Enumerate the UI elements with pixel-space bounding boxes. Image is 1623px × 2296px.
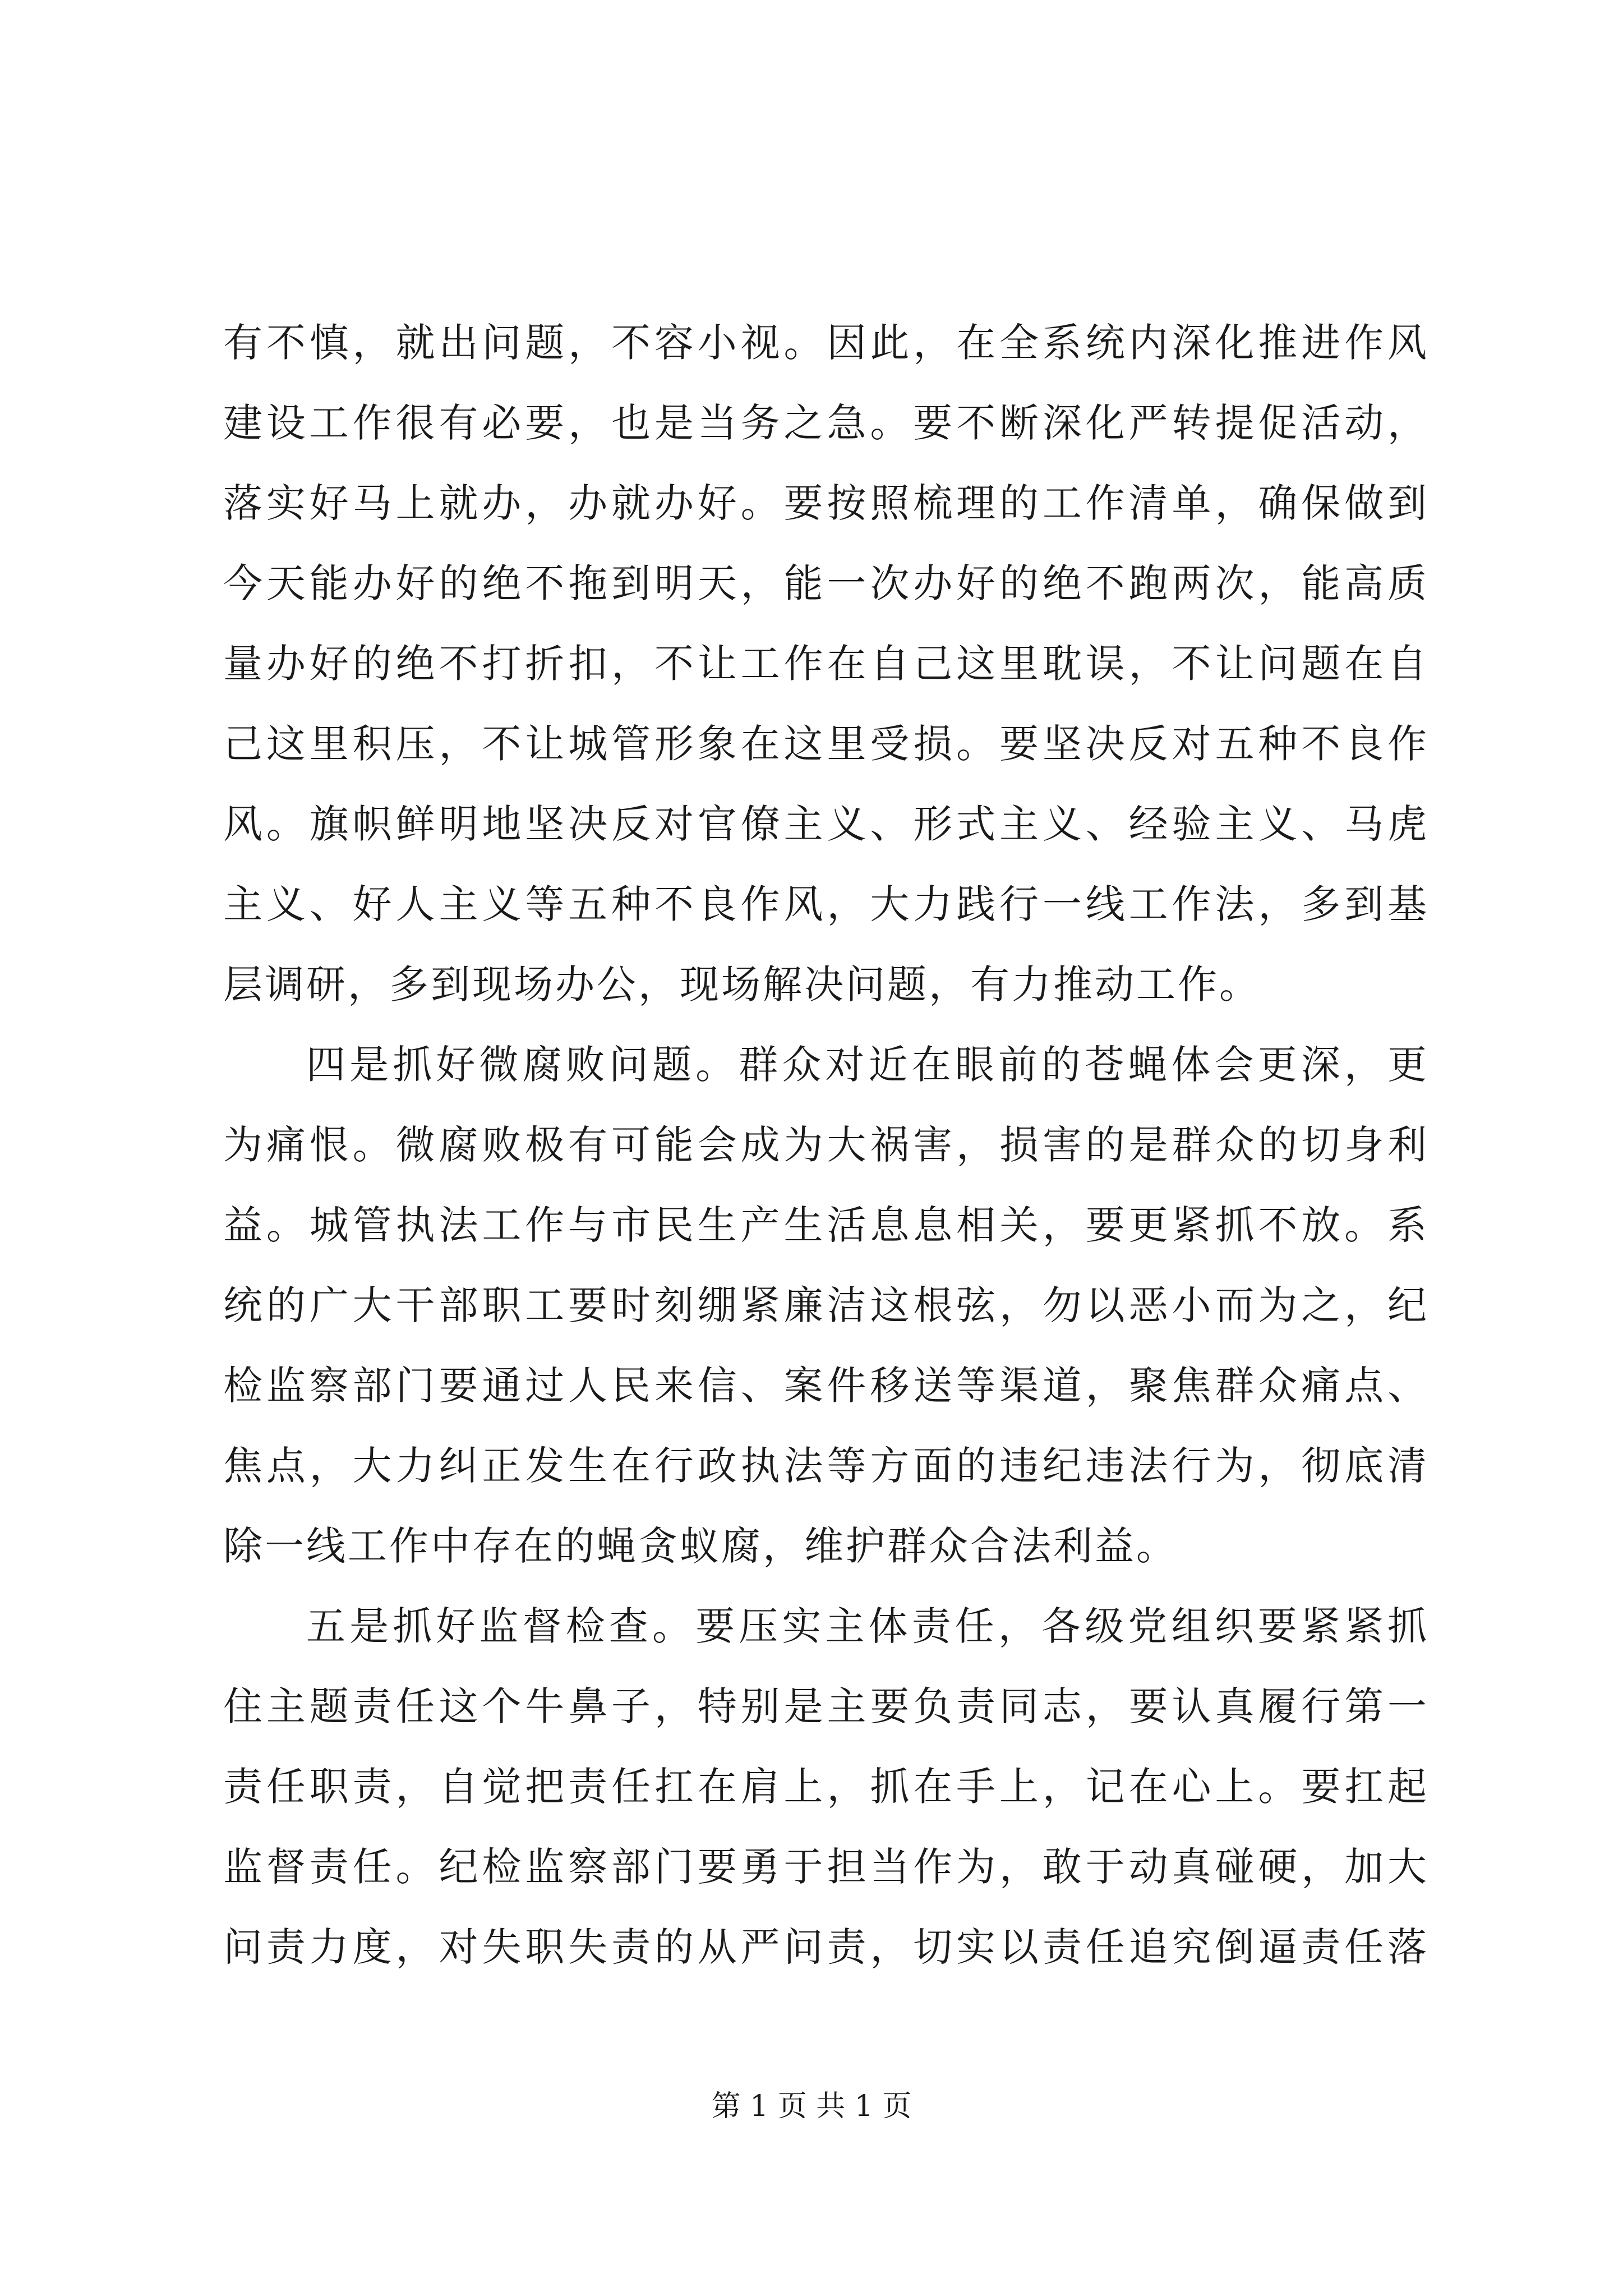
text-line: 风。旗帜鲜明地坚决反对官僚主义、形式主义、经验主义、马虎: [223, 801, 1429, 847]
text-line: 焦点，大力纠正发生在行政执法等方面的违纪违法行为，彻底清: [223, 1443, 1429, 1489]
text-line: 今天能办好的绝不拖到明天，能一次办好的绝不跑两次，能高质: [223, 560, 1429, 606]
text-line: 监督责任。纪检监察部门要勇于担当作为，敢于动真碰硬，加大: [223, 1844, 1429, 1890]
text-line: 检监察部门要通过人民来信、案件移送等渠道，聚焦群众痛点、: [223, 1363, 1429, 1409]
text-line: 责任职责，自觉把责任扛在肩上，抓在手上，记在心上。要扛起: [223, 1764, 1429, 1810]
text-line: 层调研，多到现场办公，现场解决问题，有力推动工作。: [223, 961, 1261, 1007]
text-line: 为痛恨。微腐败极有可能会成为大祸害，损害的是群众的切身利: [223, 1122, 1429, 1168]
text-line: 问责力度，对失职失责的从严问责，切实以责任追究倒逼责任落: [223, 1924, 1429, 1970]
text-line: 落实好马上就办，办就办好。要按照梳理的工作清单，确保做到: [223, 480, 1429, 526]
text-line: 主义、好人主义等五种不良作风，大力践行一线工作法，多到基: [223, 881, 1429, 927]
text-line: 益。城管执法工作与市民生产生活息息相关，要更紧抓不放。系: [223, 1202, 1429, 1248]
text-line: 统的广大干部职工要时刻绷紧廉洁这根弦，勿以恶小而为之，纪: [223, 1282, 1429, 1328]
text-line: 除一线工作中存在的蝇贪蚁腐，维护群众合法利益。: [223, 1523, 1178, 1569]
paragraph-3: [223, 1586, 1429, 1987]
document-body: [223, 303, 1429, 1987]
text-line: 量办好的绝不打折扣，不让工作在自己这里耽误，不让问题在自: [223, 641, 1429, 687]
text-line: 住主题责任这个牛鼻子，特别是主要负责同志，要认真履行第一: [223, 1683, 1429, 1729]
paragraph-2: [223, 1025, 1429, 1586]
text-line: 建设工作很有必要，也是当务之急。要不断深化严转提促活动，: [223, 400, 1429, 446]
text-line: 五是抓好监督检查。要压实主体责任，各级党组织要紧紧抓: [306, 1603, 1429, 1649]
text-line: 有不慎，就出问题，不容小视。因此，在全系统内深化推进作风: [223, 320, 1429, 366]
text-line: 己这里积压，不让城管形象在这里受损。要坚决反对五种不良作: [223, 721, 1429, 767]
page-footer: 第 1 页 共 1 页: [711, 2090, 912, 2123]
paragraph-1: [223, 303, 1429, 1025]
text-line: 四是抓好微腐败问题。群众对近在眼前的苍蝇体会更深，更: [306, 1042, 1429, 1088]
